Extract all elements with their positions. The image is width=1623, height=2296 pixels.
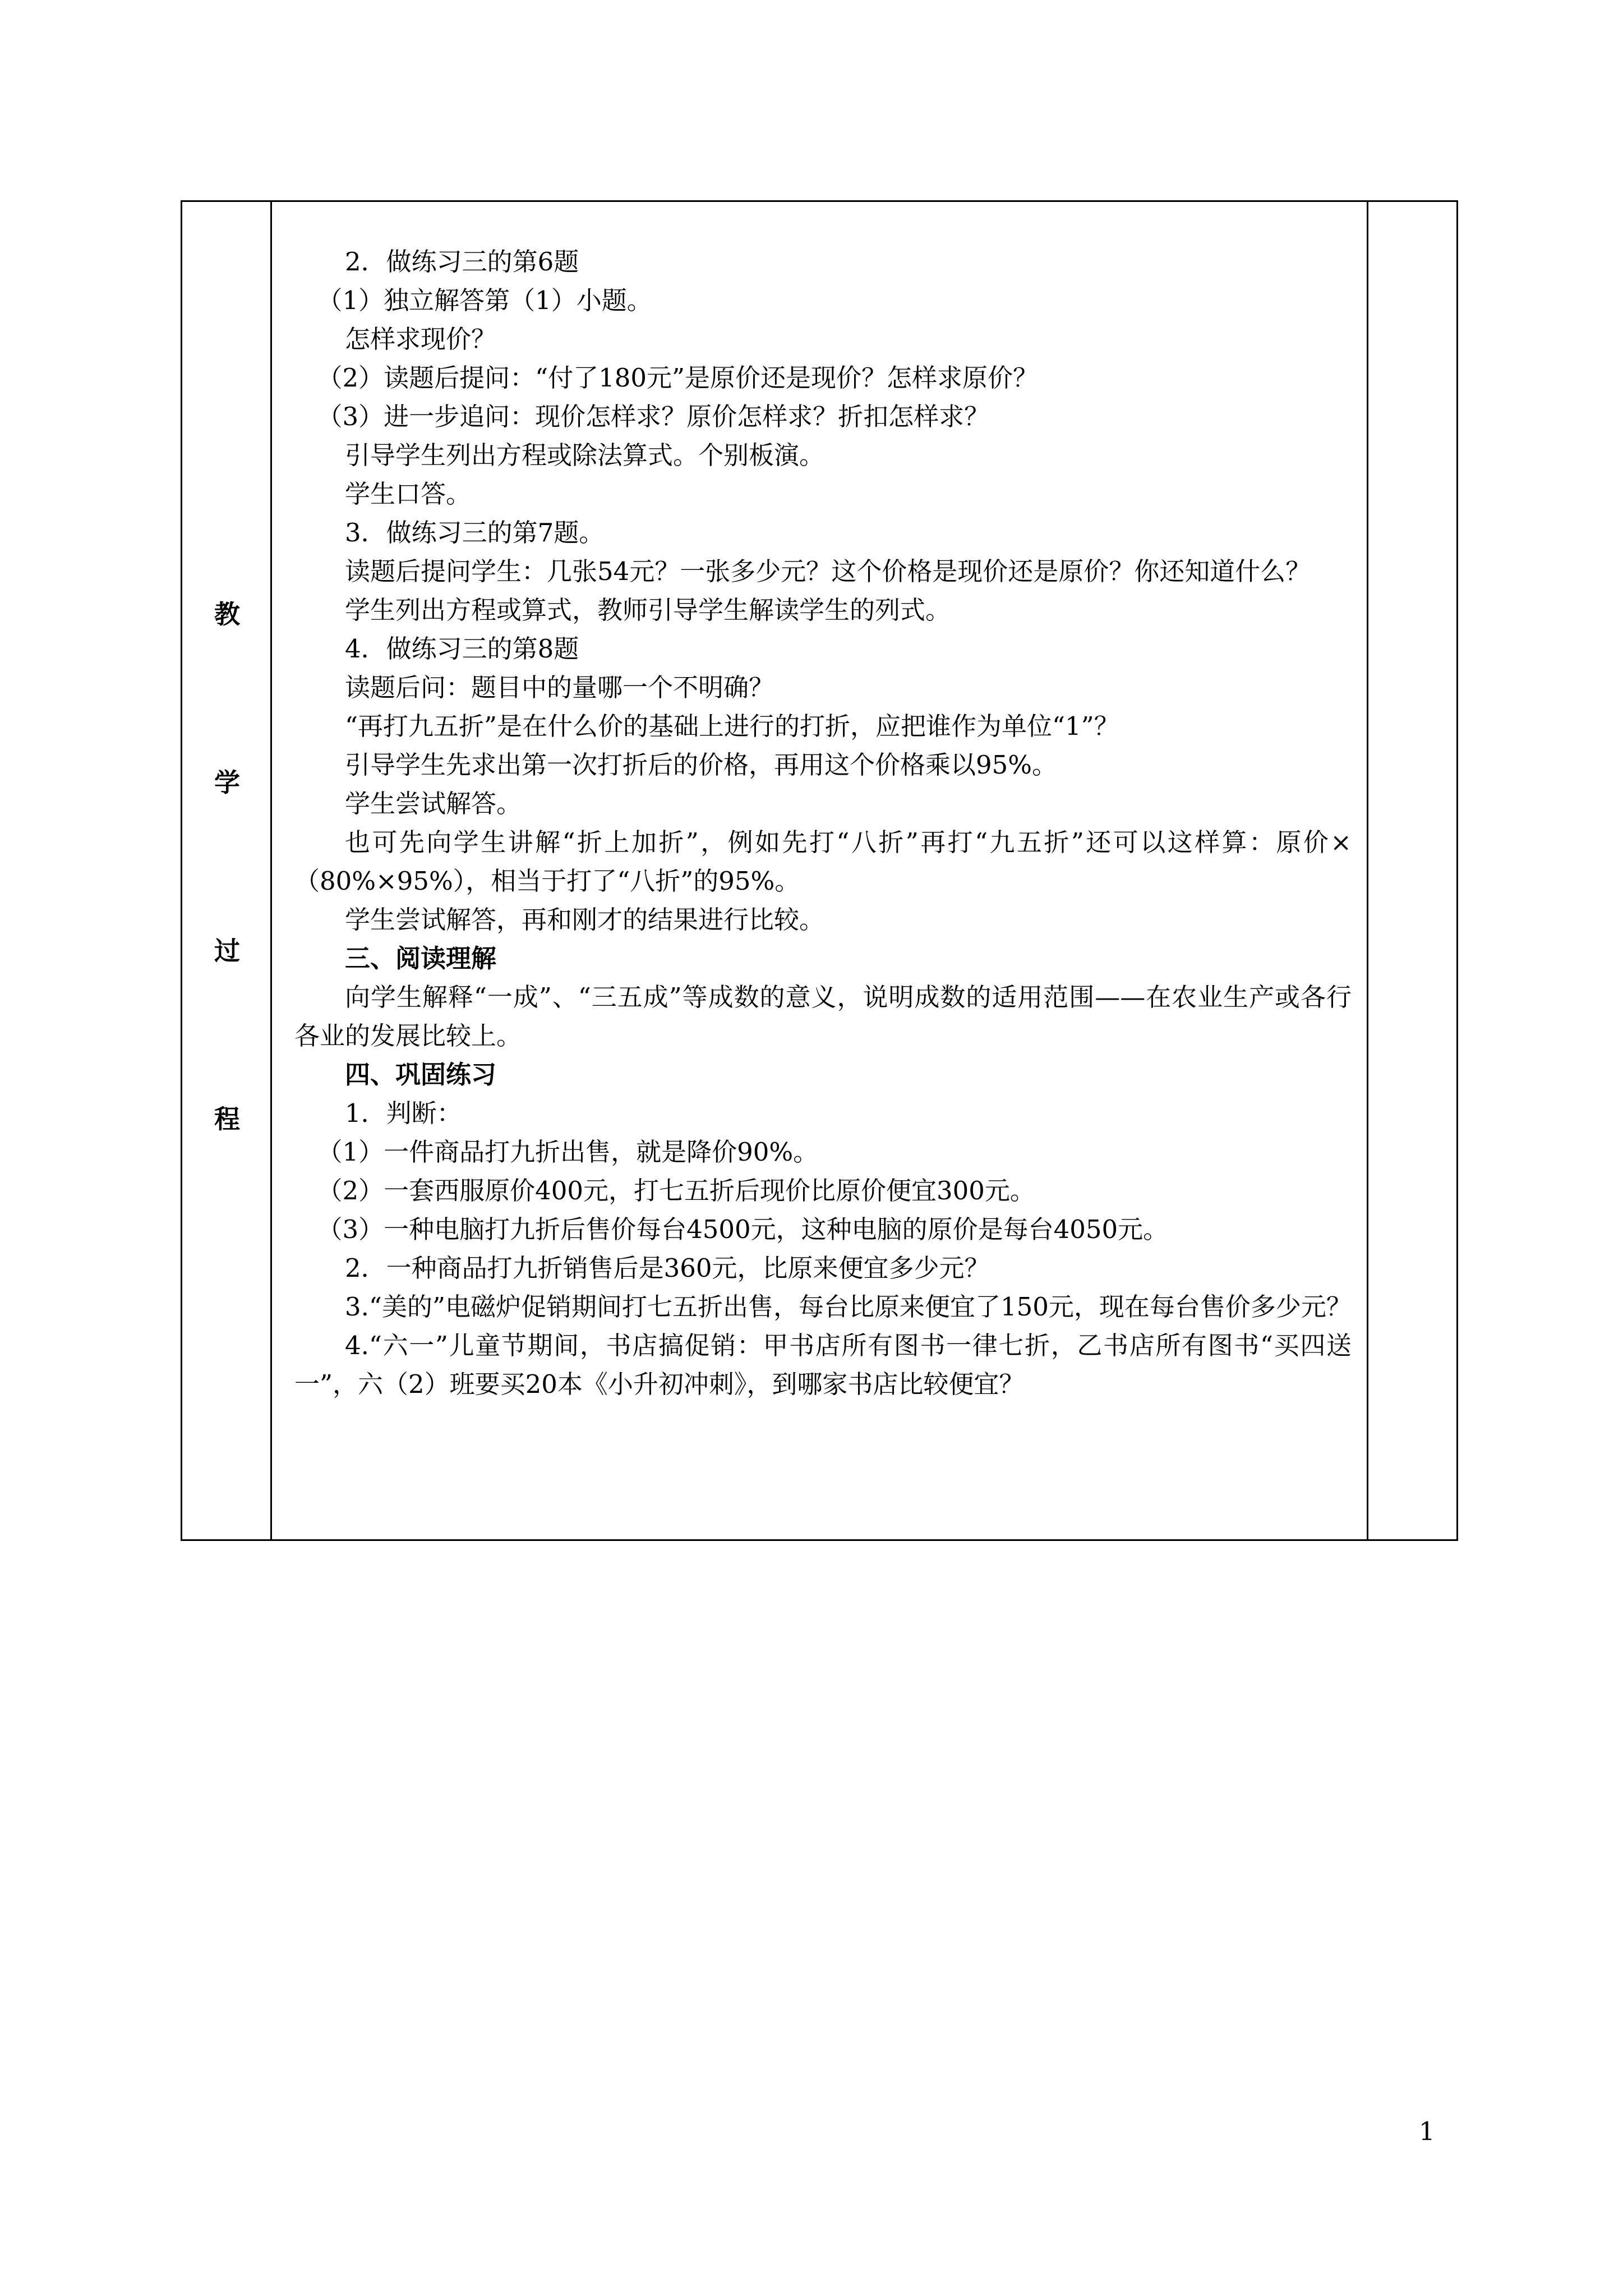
exercise-heading: 3．做练习三的第7题。 <box>345 518 605 547</box>
text-line: 引导学生先求出第一次打折后的价格，再用这个价格乘以95%。 <box>345 750 1058 780</box>
text-line: （3）进一步追问：现价怎样求？原价怎样求？折扣怎样求？ <box>317 402 990 431</box>
text-paragraph: 也可先向学生讲解“折上加折”，例如先打“八折”再打“九五折”还可以这样算：原价×（80%×95%），相当于打了“八折”的95%。 <box>294 827 1352 896</box>
text-line: （1）独立解答第（1）小题。 <box>317 286 652 315</box>
exercise-heading: 1．判断： <box>345 1098 462 1128</box>
text-line: （2）读题后提问：“付了180元”是原价还是现价？怎样求原价？ <box>317 363 1039 393</box>
side-label-char: 过 <box>214 936 240 966</box>
table-divider-right <box>1367 200 1368 1541</box>
section-heading: 四、巩固练习 <box>345 1060 497 1089</box>
text-line: 学生尝试解答，再和刚才的结果进行比较。 <box>345 905 825 935</box>
page-number: 1 <box>1419 2116 1435 2146</box>
side-label-char: 教 <box>214 599 240 629</box>
text-line: 学生口答。 <box>345 479 472 509</box>
side-label-char: 学 <box>214 767 240 798</box>
text-line: 读题后问：题目中的量哪一个不明确？ <box>345 673 774 702</box>
text-line: “再打九五折”是在什么价的基础上进行的打折，应把谁作为单位“1”？ <box>345 711 1119 741</box>
text-line: 引导学生列出方程或除法算式。个别板演。 <box>345 440 825 470</box>
text-line: （2）一套西服原价400元，打七五折后现价比原价便宜300元。 <box>317 1176 1035 1205</box>
side-label-column <box>182 202 272 1539</box>
text-line: （1）一件商品打九折出售，就是降价90%。 <box>317 1137 819 1167</box>
text-line: 怎样求现价？ <box>345 324 497 354</box>
section-heading: 三、阅读理解 <box>345 944 497 973</box>
text-line: 2．一种商品打九折销售后是360元，比原来便宜多少元？ <box>345 1253 990 1283</box>
text-paragraph: 3.“美的”电磁炉促销期间打七五折出售，每台比原来便宜了150元，现在每台售价多少元？ <box>345 1292 1352 1322</box>
text-paragraph: 读题后提问学生：几张54元？一张多少元？这个价格是现价还是原价？你还知道什么？ <box>345 556 1311 586</box>
text-paragraph: 向学生解释“一成”、“三五成”等成数的意义，说明成数的适用范围——在农业生产或各行各业的发展比较上。 <box>294 982 1352 1051</box>
side-label-char: 程 <box>214 1104 240 1134</box>
text-line: 学生尝试解答。 <box>345 789 522 818</box>
exercise-heading: 2．做练习三的第6题 <box>345 247 579 277</box>
exercise-heading: 4．做练习三的第8题 <box>345 634 579 664</box>
text-line: （3）一种电脑打九折后售价每台4500元，这种电脑的原价是每台4050元。 <box>317 1214 1169 1244</box>
text-line: 学生列出方程或算式，教师引导学生解读学生的列式。 <box>345 595 951 625</box>
teaching-process-content <box>294 242 1352 1404</box>
text-paragraph: 4.“六一”儿童节期间，书店搞促销：甲书店所有图书一律七折，乙书店所有图书“买四送一”，六（2）班要买20本《小升初冲刺》，到哪家书店比较便宜？ <box>294 1331 1352 1399</box>
